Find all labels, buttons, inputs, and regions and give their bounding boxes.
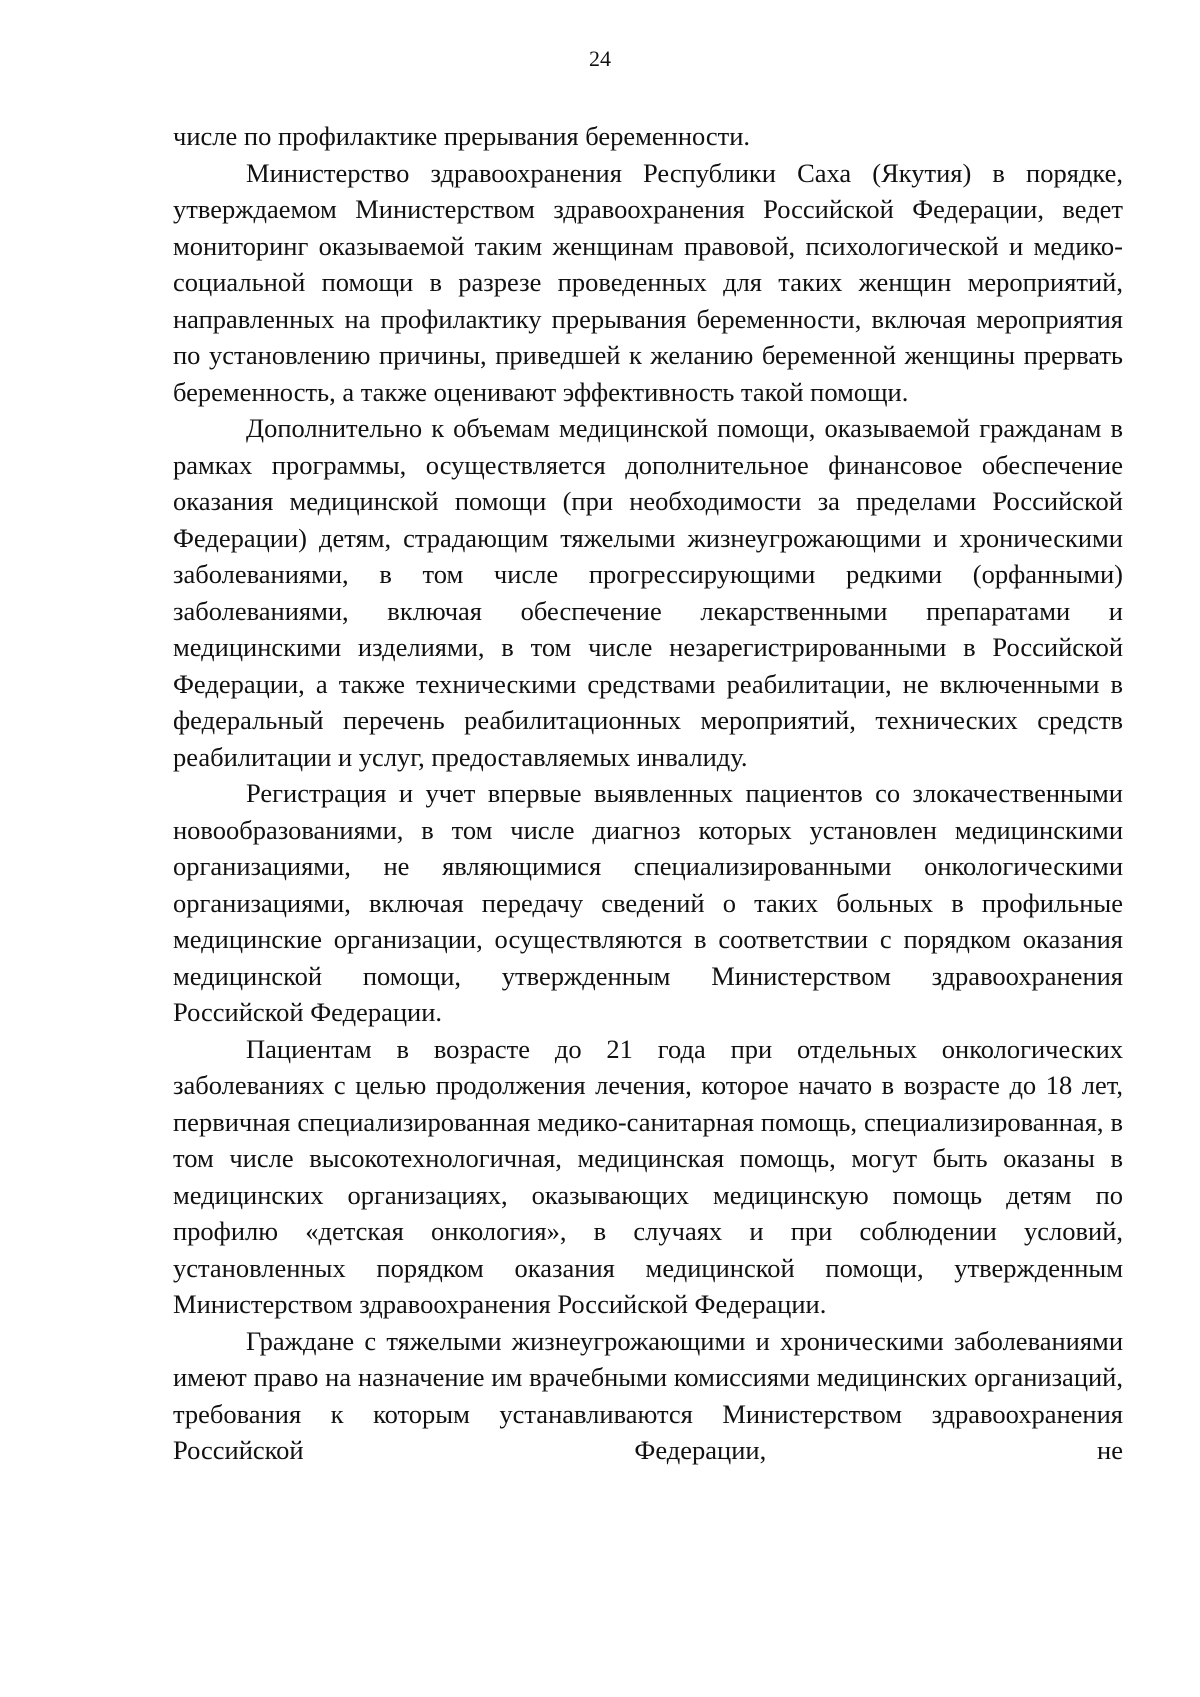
paragraph-5: Пациентам в возрасте до 21 года при отдельных онкологических заболеваниях с целью продолжения лечения, которое начато в возрасте до 18 лет, первичная специализированная медико-санитарная помощь, специализированная, в том числе высокотехнологичная, медицинская помощь, могут быть оказаны в медицинских организациях, оказывающих медицинскую помощь детям по профилю «детская онкология», в случаях и при соблюдении условий, установленных порядком оказания медицинской помощи, утвержденным Министерством здравоохранения Российской Федерации.: [173, 1033, 1123, 1319]
paragraph-1: числе по профилактике прерывания беременности.: [173, 121, 751, 151]
document-body: [173, 118, 1123, 1469]
paragraph-4: Регистрация и учет впервые выявленных пациентов со злокачественными новообразованиями, в том числе диагноз которых установлен медицинскими организациями, не являющимися специализированными онкологическими организациями, включая передачу сведений о таких больных в профильные медицинские организации, осуществляются в соответствии с порядком оказания медицинской помощи, утвержденным Министерством здравоохранения Российской Федерации.: [173, 778, 1123, 1027]
paragraph-2: Министерство здравоохранения Республики Саха (Якутия) в порядке, утверждаемом Министерством здравоохранения Российской Федерации, ведет мониторинг оказываемой таким женщинам правовой, психологической и медико-социальной помощи в разрезе проведенных для таких женщин мероприятий, направленных на профилактику прерывания беременности, включая мероприятия по установлению причины, приведшей к желанию беременной женщины прервать беременность, а также оценивают эффективность такой помощи.: [173, 157, 1123, 407]
page-number: 24: [589, 46, 611, 71]
paragraph-6: Граждане с тяжелыми жизнеугрожающими и хроническими заболеваниями имеют право на назначение им врачебными комиссиями медицинских организаций, требования к которым устанавливаются Министерством здравоохранения Российской Федерации, не: [173, 1325, 1123, 1465]
paragraph-3: Дополнительно к объемам медицинской помощи, оказываемой гражданам в рамках программы, осуществляется дополнительное финансовое обеспечение оказания медицинской помощи (при необходимости за пределами Российской Федерации) детям, страдающим тяжелыми жизнеугрожающими и хроническими заболеваниями, в том числе прогрессирующими редкими (орфанными) заболеваниями, включая обеспечение лекарственными препаратами и медицинскими изделиями, в том числе незарегистрированными в Российской Федерации, а также техническими средствами реабилитации, не включенными в федеральный перечень реабилитационных мероприятий, технических средств реабилитации и услуг, предоставляемых инвалиду.: [173, 413, 1123, 772]
